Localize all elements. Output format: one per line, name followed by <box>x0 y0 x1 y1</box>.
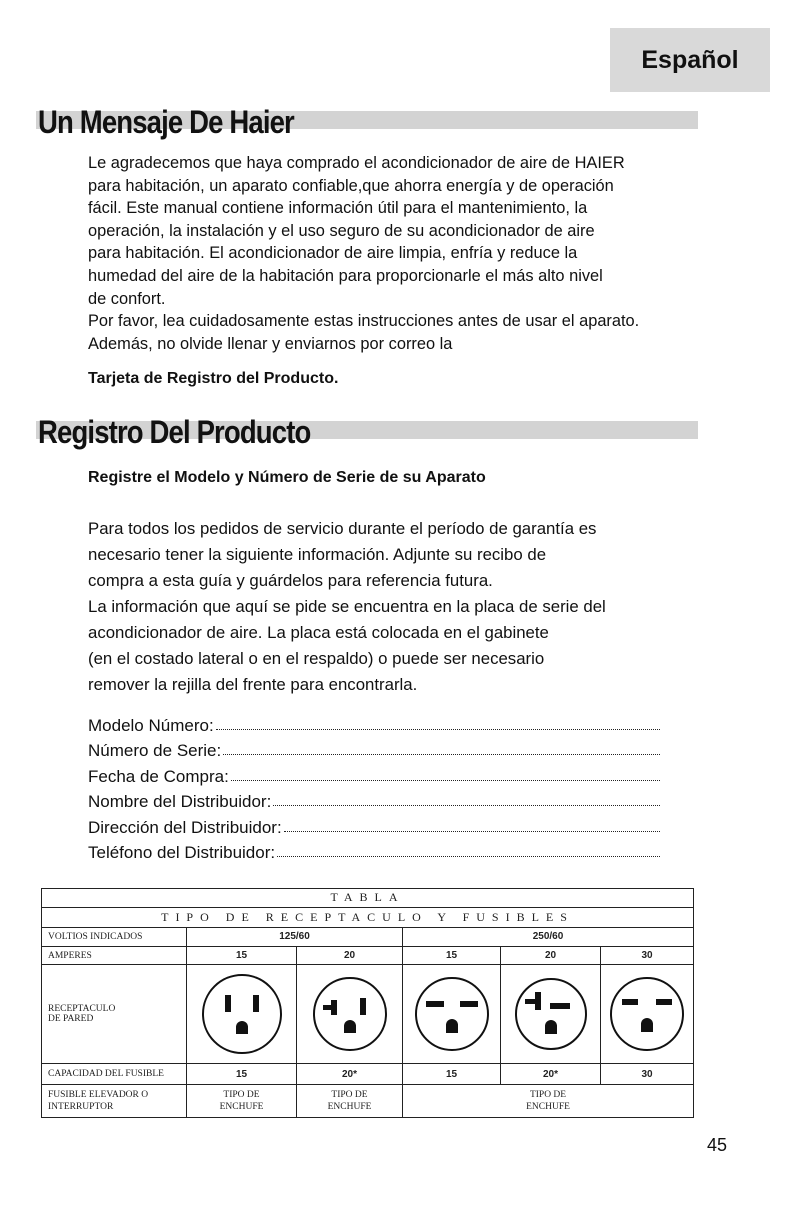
plug-type-cell <box>297 1084 403 1117</box>
text-line: Por favor, lea cuidadosamente estas instrucciones antes de usar el aparato. <box>88 312 640 331</box>
plug-type-line: ENCHUFE <box>526 1101 570 1112</box>
fuse-type-label-line: INTERRUPTOR <box>48 1101 114 1112</box>
dealer-phone-field[interactable] <box>88 838 660 864</box>
text-line: (en el costado lateral o en el respaldo) o puede ser necesario <box>88 649 545 668</box>
model-number-field[interactable] <box>88 710 660 736</box>
row-label-fuse-capacity: CAPACIDAD DEL FUSIBLE <box>42 1064 187 1085</box>
receptacle-label-line: DE PARED <box>48 1014 94 1025</box>
field-label: Nombre del Distribuidor: <box>88 792 272 811</box>
message-paragraph <box>88 152 668 355</box>
text-line: Para todos los pedidos de servicio durante el período de garantía es <box>88 519 597 538</box>
text-line: para habitación, un aparato confiable,que ahorra energía y de operación <box>88 176 614 195</box>
outlet-20a-125v-icon <box>311 975 389 1053</box>
text-line: acondicionador de aire. La placa está colocada en el gabinete <box>88 623 549 642</box>
row-label-voltage: VOLTIOS INDICADOS <box>42 928 187 947</box>
text-line: Además, no olvide llenar y enviarnos por correo la <box>88 334 453 353</box>
table-title: TABLA <box>42 889 694 908</box>
voltage-value: 125/60 <box>187 928 403 947</box>
text-line: humedad del aire de la habitación para proporcionarle el más alto nivel <box>88 266 603 285</box>
serial-number-field[interactable] <box>88 736 660 762</box>
plug-type-line: ENCHUFE <box>219 1101 264 1112</box>
registration-card-note: Tarjeta de Registro del Producto. <box>88 370 339 387</box>
fuse-capacity-value: 20* <box>297 1064 403 1085</box>
text-line: remover la rejilla del frente para encontrarla. <box>88 675 418 694</box>
fill-line <box>277 855 660 857</box>
outlet-15a-125v-icon <box>200 972 284 1056</box>
registration-subtitle: Registre el Modelo y Número de Serie de su Aparato <box>88 469 486 486</box>
outlet-15a-250v-icon <box>413 975 491 1053</box>
fill-line <box>273 804 660 806</box>
fuse-capacity-value: 15 <box>187 1064 297 1085</box>
section-title-message: Un Mensaje De Haier <box>38 104 294 140</box>
text-line: La información que aquí se pide se encuentra en la placa de serie del <box>88 597 606 616</box>
fill-line <box>223 753 660 755</box>
field-label: Dirección del Distribuidor: <box>88 817 282 837</box>
receptacle-cell <box>187 965 297 1064</box>
plug-type-line: TIPO DE <box>331 1089 368 1100</box>
amperes-value: 30 <box>601 946 694 965</box>
fuse-capacity-value: 15 <box>403 1064 501 1085</box>
fuse-capacity-value: 30 <box>601 1064 694 1085</box>
outlet-20a-250v-icon <box>513 976 589 1052</box>
row-label-amperes: AMPERES <box>42 946 187 965</box>
text-line: necesario tener la siguiente información. Adjunte su recibo de <box>88 545 547 564</box>
voltage-value: 250/60 <box>403 928 694 947</box>
row-label-receptacle <box>42 965 187 1064</box>
plug-type-cell <box>403 1084 694 1117</box>
receptacle-label-line: RECEPTACULO <box>48 1004 116 1015</box>
plug-type-line: ENCHUFE <box>327 1101 372 1112</box>
section-title-registration: Registro Del Producto <box>38 414 311 450</box>
receptacle-cell <box>501 965 601 1064</box>
purchase-date-field[interactable] <box>88 761 660 787</box>
fuse-type-label-line: FUSIBLE ELEVADOR O <box>48 1089 149 1100</box>
field-label: Fecha de Compra: <box>88 766 229 786</box>
page-number: 45 <box>707 1135 728 1155</box>
amperes-value: 15 <box>187 946 297 965</box>
outlet-30a-250v-icon <box>608 975 686 1053</box>
field-label: Teléfono del Distribuidor: <box>88 843 276 862</box>
plug-type-line: TIPO DE <box>223 1089 260 1100</box>
amperes-value: 20 <box>501 946 601 965</box>
dealer-address-field[interactable] <box>88 812 660 838</box>
text-line: para habitación. El acondicionador de aire limpia, enfría y reduce la <box>88 244 578 263</box>
fuse-capacity-value: 20* <box>501 1064 601 1085</box>
text-line: operación, la instalación y el uso seguro de su acondicionador de aire <box>88 221 595 240</box>
receptacle-fuse-table <box>41 888 694 1118</box>
plug-type-cell <box>187 1084 297 1117</box>
fill-line <box>216 728 660 730</box>
table-subtitle: TIPO DE RECEPTACULO Y FUSIBLES <box>42 907 694 928</box>
fill-line <box>284 830 660 832</box>
registration-form <box>88 710 660 863</box>
plug-type-line: TIPO DE <box>529 1089 567 1100</box>
language-tab: Español <box>610 28 770 92</box>
row-label-fuse-type <box>42 1084 187 1117</box>
receptacle-cell <box>601 965 694 1064</box>
text-line: Le agradecemos que haya comprado el acondicionador de aire de HAIER <box>88 154 625 172</box>
field-label: Modelo Número: <box>88 715 214 735</box>
text-line: de confort. <box>88 289 166 308</box>
field-label: Número de Serie: <box>88 741 222 760</box>
dealer-name-field[interactable] <box>88 787 660 813</box>
amperes-value: 20 <box>297 946 403 965</box>
text-line: compra a esta guía y guárdelos para referencia futura. <box>88 571 493 590</box>
text-line: fácil. Este manual contiene información útil para el mantenimiento, la <box>88 199 588 218</box>
amperes-value: 15 <box>403 946 501 965</box>
fill-line <box>231 779 660 781</box>
receptacle-cell <box>297 965 403 1064</box>
registration-paragraph <box>88 516 688 698</box>
receptacle-cell <box>403 965 501 1064</box>
